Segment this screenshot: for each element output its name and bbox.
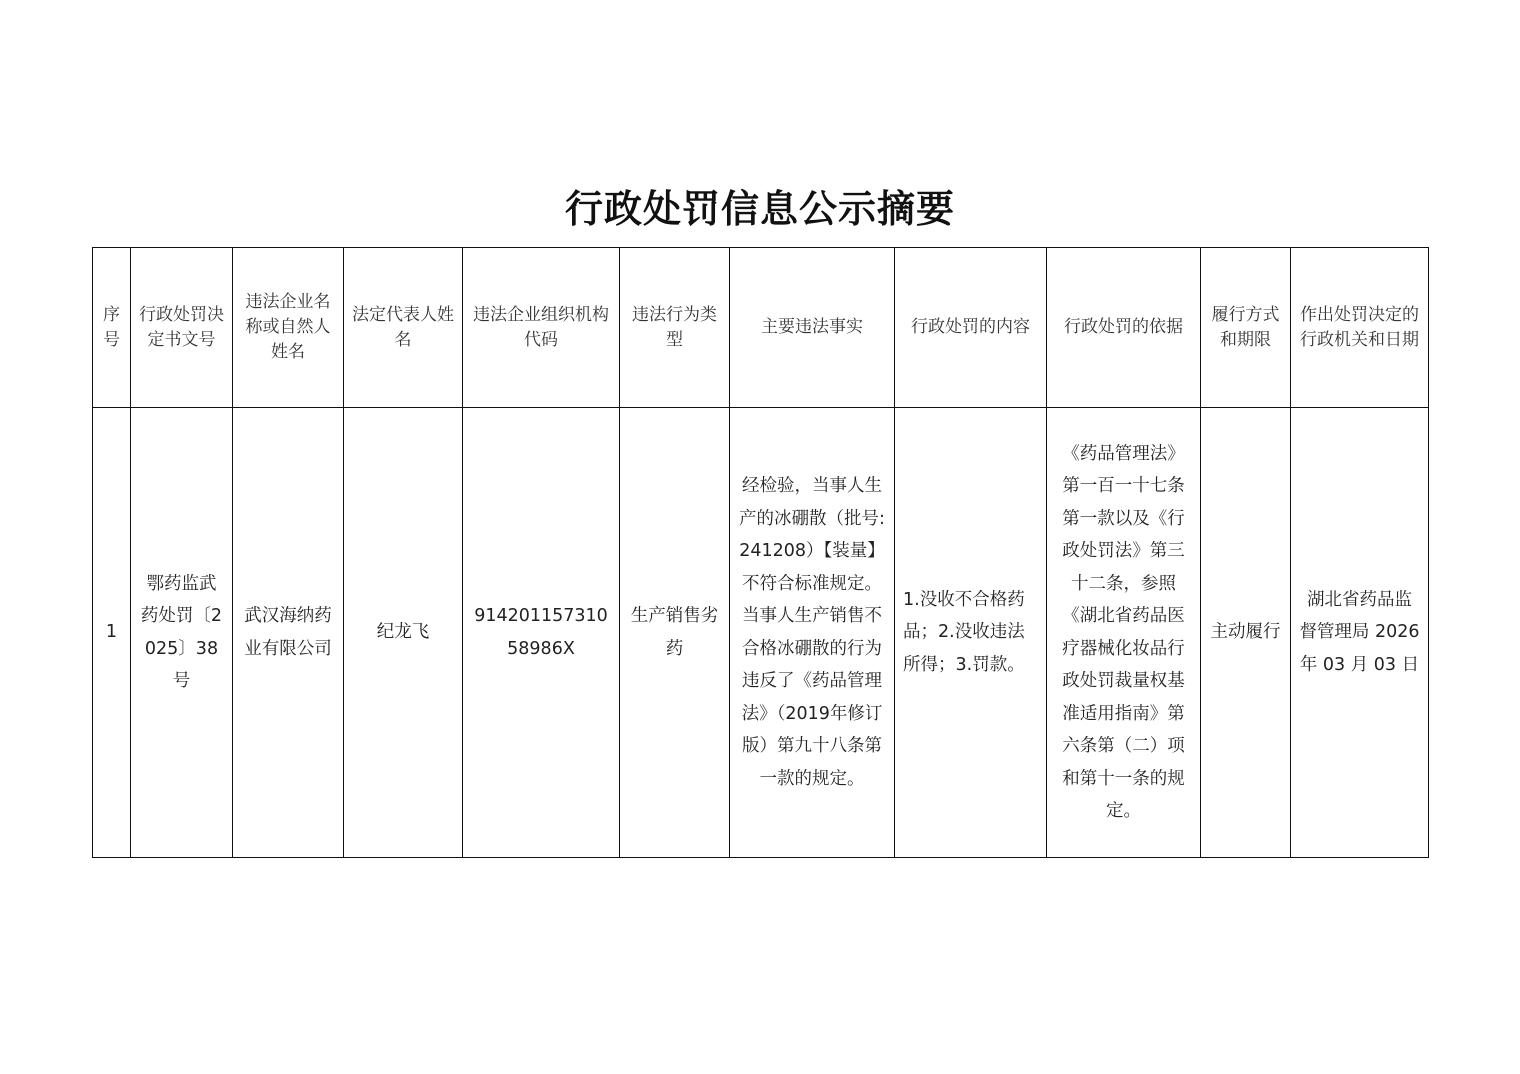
header-org-code: 违法企业组织机构代码 bbox=[463, 248, 620, 408]
table-header-row bbox=[93, 248, 1429, 408]
cell-performance: 主动履行 bbox=[1201, 408, 1291, 858]
header-legal-rep: 法定代表人姓名 bbox=[344, 248, 463, 408]
table-row bbox=[93, 408, 1429, 858]
cell-authority-date: 湖北省药品监督管理局 2026 年 03 月 03 日 bbox=[1291, 408, 1429, 858]
cell-facts: 经检验，当事人生产的冰硼散（批号:241208）【装量】不符合标准规定。当事人生产销售不合格冰硼散的行为违反了《药品管理法》（2019年修订版）第九十八条第一款的规定。 bbox=[730, 408, 895, 858]
cell-penalty-content: 1.没收不合格药品；2.没收违法所得；3.罚款。 bbox=[895, 408, 1047, 858]
cell-legal-rep: 纪龙飞 bbox=[344, 408, 463, 858]
penalty-info-table bbox=[92, 247, 1429, 858]
cell-org-code: 91420115731058986X bbox=[463, 408, 620, 858]
cell-decision-no: 鄂药监武药处罚〔2025〕38 号 bbox=[131, 408, 233, 858]
header-penalty-content: 行政处罚的内容 bbox=[895, 248, 1047, 408]
cell-penalty-basis: 《药品管理法》第一百一十七条第一款以及《行政处罚法》第三十二条，参照《湖北省药品医疗器械化妆品行政处罚裁量权基准适用指南》第六条第（二）项和第十一条的规定。 bbox=[1047, 408, 1201, 858]
header-violation-type: 违法行为类型 bbox=[620, 248, 730, 408]
cell-seq: 1 bbox=[93, 408, 131, 858]
header-authority-date: 作出处罚决定的行政机关和日期 bbox=[1291, 248, 1429, 408]
header-performance: 履行方式和期限 bbox=[1201, 248, 1291, 408]
cell-violation-type: 生产销售劣药 bbox=[620, 408, 730, 858]
header-facts: 主要违法事实 bbox=[730, 248, 895, 408]
header-penalty-basis: 行政处罚的依据 bbox=[1047, 248, 1201, 408]
page-title: 行政处罚信息公示摘要 bbox=[564, 186, 955, 231]
header-company: 违法企业名称或自然人姓名 bbox=[233, 248, 344, 408]
header-decision-no: 行政处罚决定书文号 bbox=[131, 248, 233, 408]
cell-company: 武汉海纳药业有限公司 bbox=[233, 408, 344, 858]
header-seq: 序号 bbox=[93, 248, 131, 408]
